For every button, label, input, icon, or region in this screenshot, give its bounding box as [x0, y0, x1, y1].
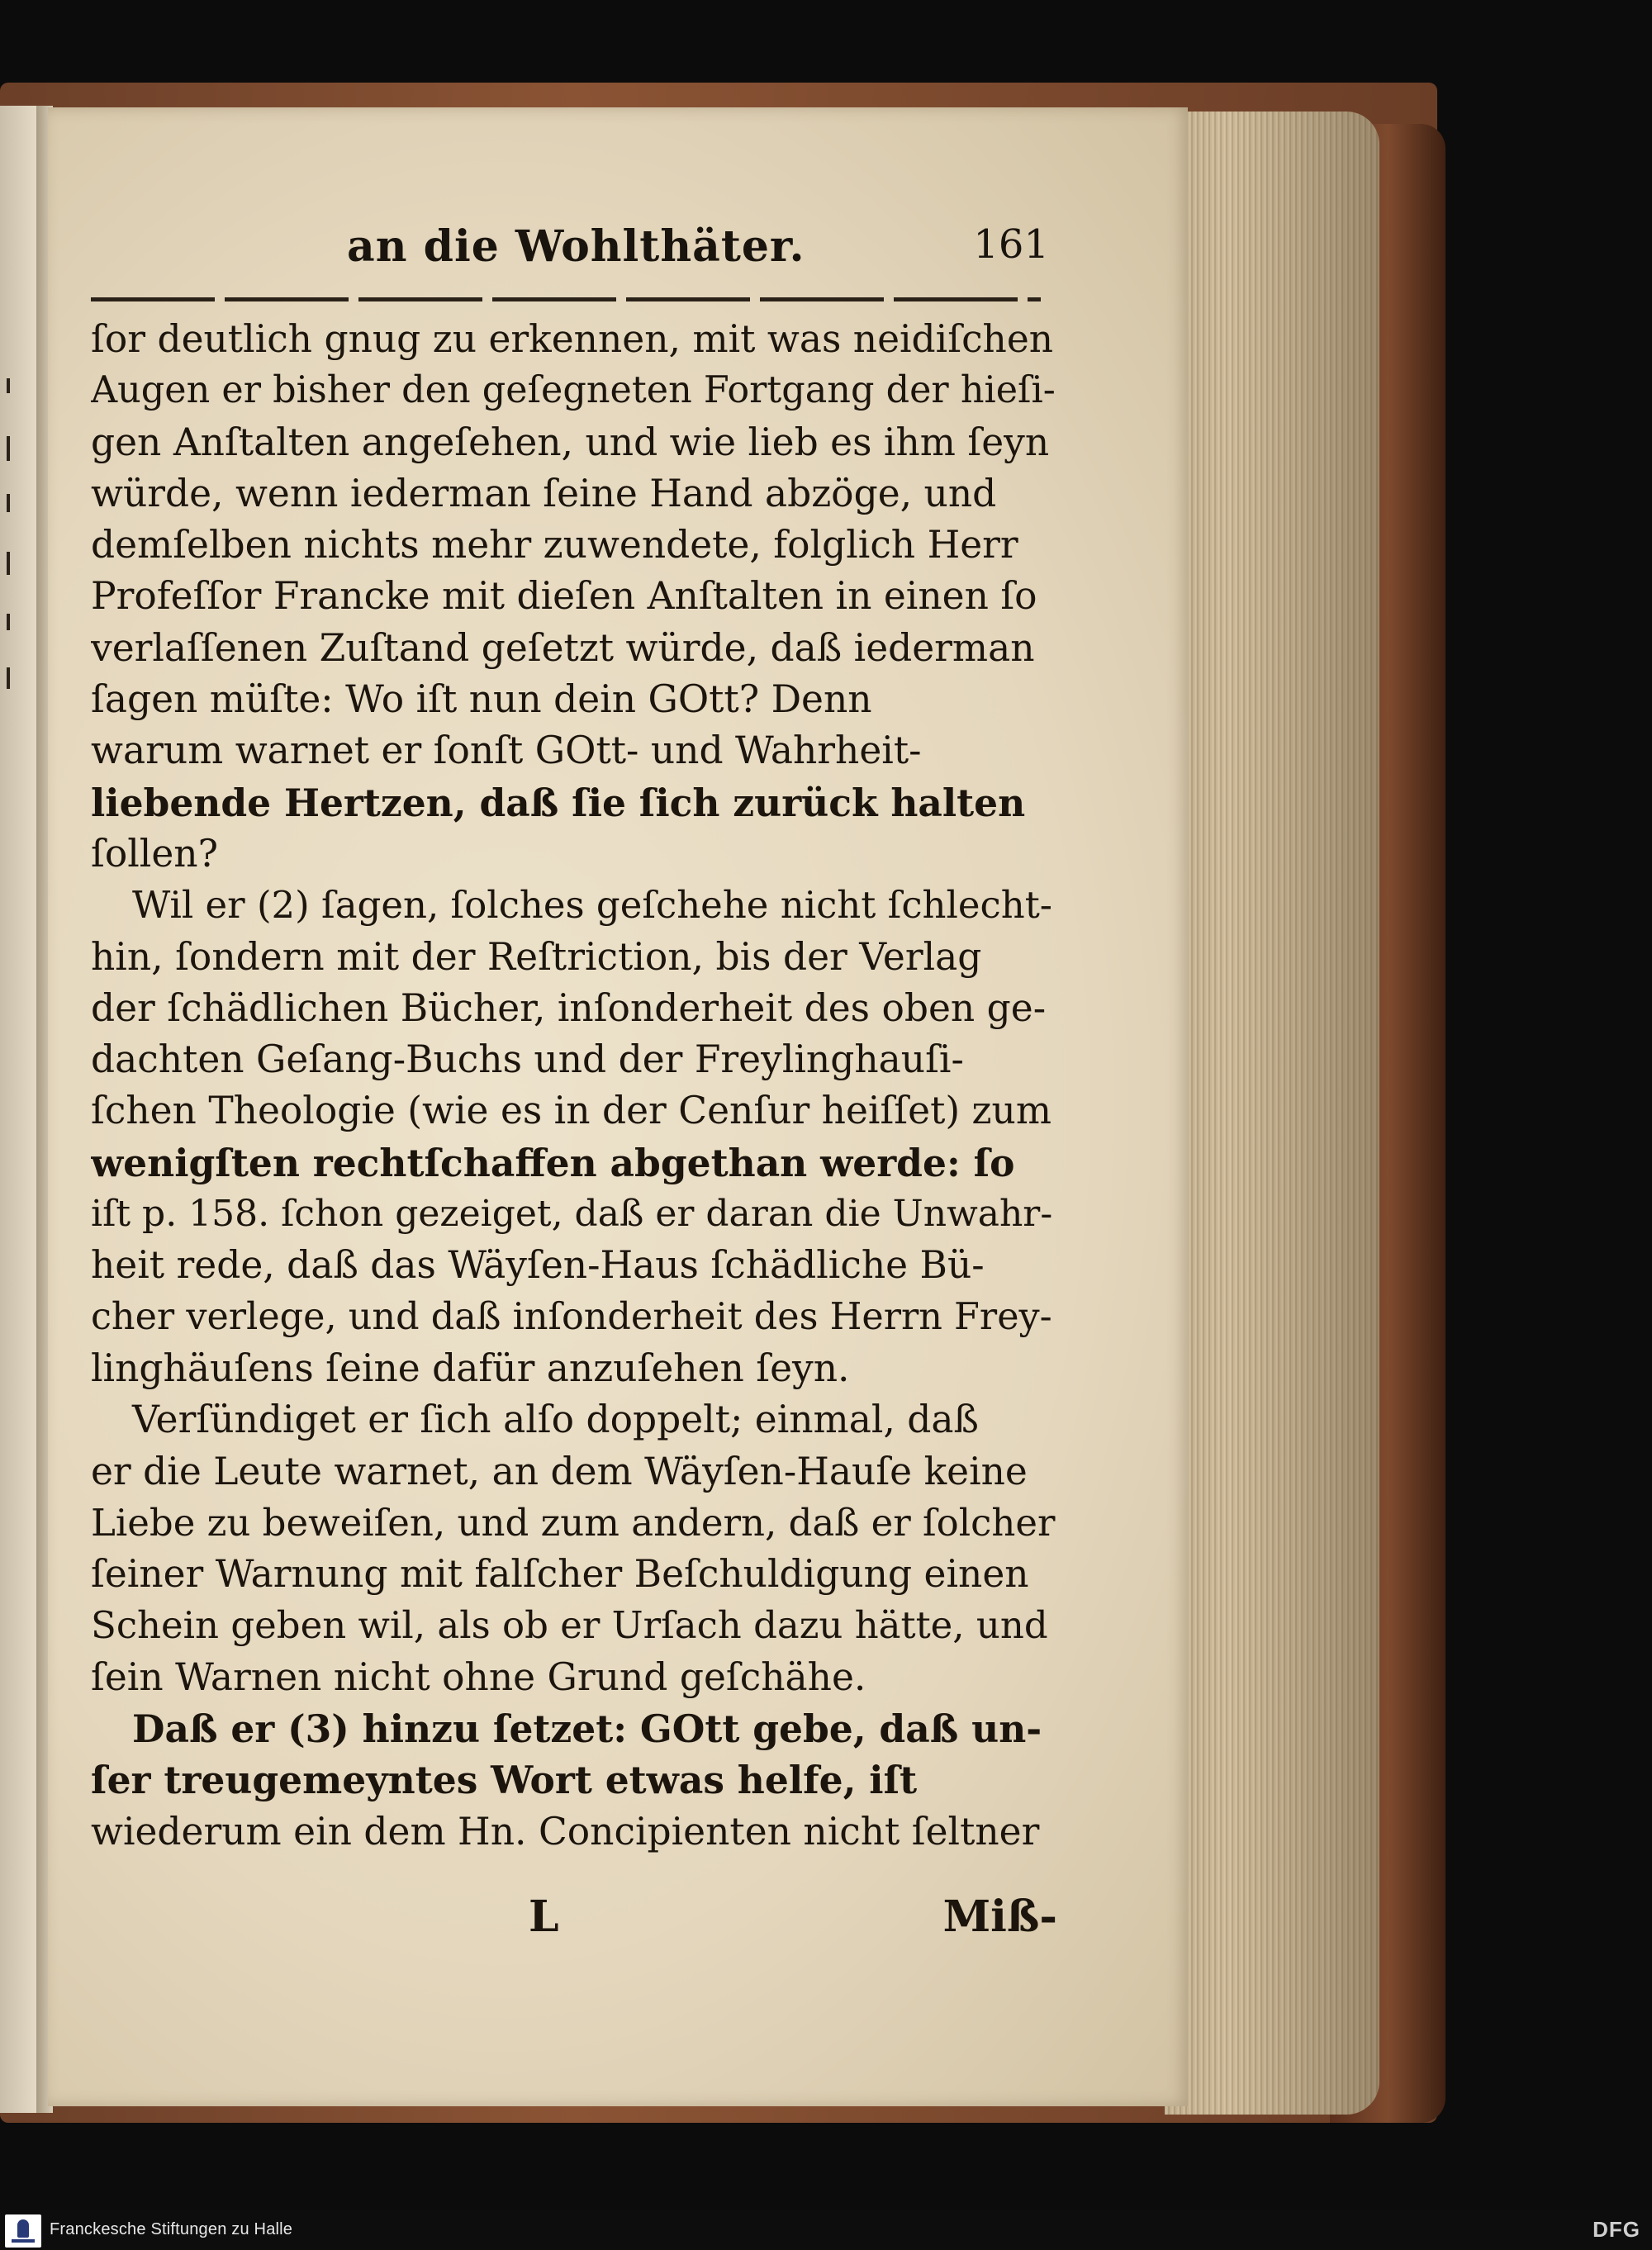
text-line: verlaſſenen Zuſtand geſetzt würde, daß iederman: [91, 625, 1035, 670]
text-line: ſor deutlich gnug zu erkennen, mit was neidiſchen: [91, 317, 1054, 361]
text-line: Profeſſor Francke mit dieſen Anſtalten in einen ſo: [91, 574, 1037, 619]
header-rule: [91, 297, 1041, 301]
text-line: der ſchädlichen Bücher, inſonderheit des oben ge-: [91, 985, 1047, 1030]
text-line: würde, wenn iederman ſeine Hand abzöge, und: [91, 471, 997, 515]
text-line: Wil er (2) ſagen, ſolches geſchehe nicht ſchlecht-: [132, 883, 1053, 928]
text-line: wenigſten rechtſchaffen abgethan werde: ſo: [91, 1140, 1015, 1185]
text-line: ſagen müſte: Wo iſt nun dein GOtt? Denn: [91, 677, 872, 722]
text-line: wiederum ein dem Hn. Concipienten nicht ſeltner: [91, 1809, 1040, 1854]
page-block-shadow: [1165, 112, 1379, 2115]
page-header: [91, 221, 1057, 279]
text-line: cher verlege, und daß inſonderheit des Herrn Frey-: [91, 1295, 1052, 1338]
viewer-footer-bar: [0, 2210, 1652, 2250]
page-number: 161: [973, 221, 1049, 268]
page-footer: [91, 1892, 1057, 1944]
text-line: linghäuſens ſeine dafür anzuſehen ſeyn.: [91, 1346, 850, 1390]
text-line: ſeiner Warnung mit falſcher Beſchuldigung einen: [91, 1552, 1029, 1597]
text-line: er die Leute warnet, an dem Wäyſen-Hauſe keine: [91, 1449, 1028, 1493]
text-line: gen Anſtalten angeſehen, und wie lieb es ihm ſeyn: [91, 420, 1050, 464]
text-line: ſollen?: [91, 831, 218, 876]
institution-name: Franckesche Stiftungen zu Halle: [50, 2220, 293, 2238]
running-title: an die Wohlthäter.: [347, 221, 805, 272]
signature-mark: L: [529, 1892, 559, 1942]
text-line: hin, ſondern mit der Reſtriction, bis der Verlag: [91, 934, 982, 979]
dfg-logo: DFG: [1593, 2217, 1640, 2242]
left-page-ink-marks: [7, 378, 25, 791]
text-line: iſt p. 158. ſchon gezeiget, daß er daran die Unwahr-: [91, 1193, 1053, 1236]
text-line: Schein geben wil, als ob er Urſach dazu hätte, und: [91, 1603, 1048, 1648]
body-text: [91, 314, 1057, 1858]
text-line: ſein Warnen nicht ohne Grund geſchähe.: [91, 1654, 866, 1699]
catchword: Miß-: [942, 1892, 1057, 1942]
institution-logo-icon: [5, 2214, 41, 2248]
text-line: demſelben nichts mehr zuwendete, folglich Herr: [91, 523, 1018, 567]
text-line: Liebe zu beweiſen, und zum andern, daß er ſolcher: [91, 1500, 1056, 1545]
text-line: Augen er bisher den geſegneten Fortgang der hieſi-: [91, 369, 1056, 412]
text-line: ſchen Theologie (wie es in der Cenſur heiſſet) zum: [91, 1089, 1051, 1133]
left-page-edge: [0, 106, 40, 2113]
text-line: warum warnet er ſonſt GOtt- und Wahrheit-: [91, 729, 922, 773]
text-line: Daß er (3) hinzu ſetzet: GOtt gebe, daß un-: [132, 1706, 1042, 1752]
text-line: liebende Hertzen, daß ſie ſich zurück halten: [91, 780, 1026, 825]
text-line: Verſündiget er ſich alſo doppelt; einmal, daß: [132, 1398, 979, 1442]
text-line: heit rede, daß das Wäyſen-Haus ſchädliche Bü-: [91, 1243, 985, 1288]
text-line: ſer treugemeyntes Wort etwas helfe, iſt: [91, 1758, 918, 1803]
text-line: dachten Geſang-Buchs und der Freylinghauſi-: [91, 1037, 964, 1082]
